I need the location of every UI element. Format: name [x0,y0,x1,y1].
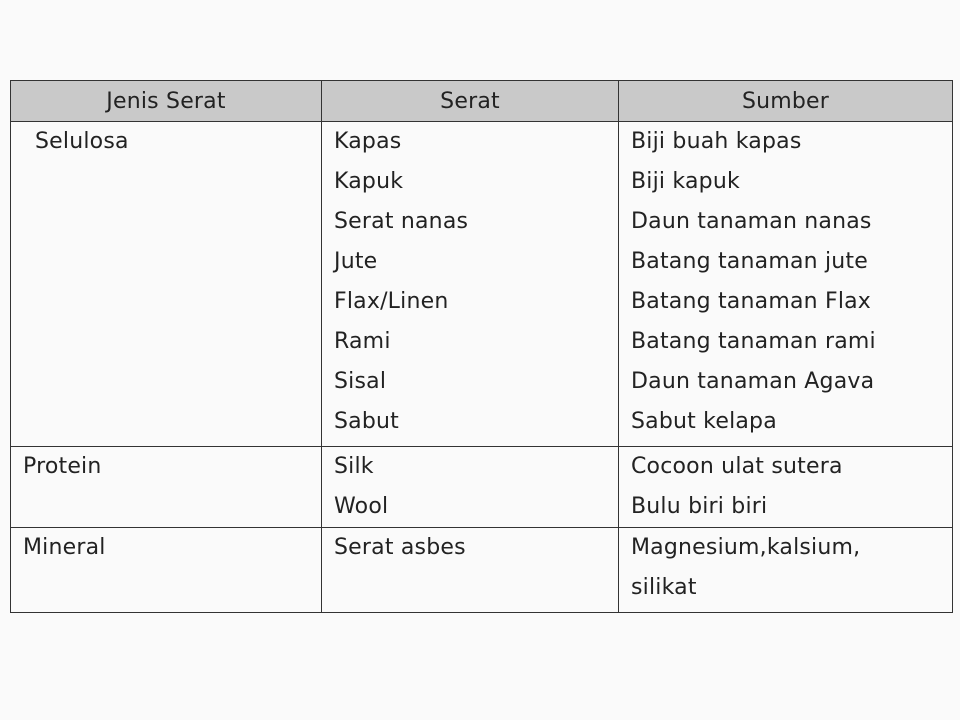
source-text: Biji kapuk [631,169,740,194]
fiber-name: Silk [334,454,374,479]
category-label: Selulosa [35,129,129,154]
fiber-name: Serat asbes [334,535,466,560]
fiber-name: Sisal [334,369,387,394]
category-label: Mineral [23,535,106,560]
header-sumber: Sumber [619,81,953,122]
fiber-name: Kapuk [334,169,404,194]
category-cell [11,447,322,528]
fiber-name: Flax/Linen [334,289,449,314]
header-serat: Serat [322,81,619,122]
source-text: Batang tanaman Flax [631,289,872,314]
source-text: Sabut kelapa [631,409,777,434]
fiber-name: Kapas [334,129,402,154]
source-text: Magnesium,kalsium, [631,535,861,560]
source-text: Daun tanaman nanas [631,209,872,234]
source-text: Batang tanaman jute [631,249,868,274]
fiber-name: Jute [334,249,378,274]
category-label: Protein [23,454,102,479]
header-row [11,81,953,122]
fiber-name: Sabut [334,409,399,434]
fiber-cell [322,447,619,528]
table-row [11,447,953,528]
source-text: Bulu biri biri [631,494,768,519]
source-cell [619,528,953,613]
table-row [11,528,953,613]
fiber-name: Serat nanas [334,209,469,234]
table-row [11,122,953,447]
fiber-cell [322,122,619,447]
fiber-table [10,80,953,613]
source-text: Cocoon ulat sutera [631,454,843,479]
source-text: Biji buah kapas [631,129,802,154]
source-text: Daun tanaman Agava [631,369,875,394]
source-cell [619,447,953,528]
source-text: Batang tanaman rami [631,329,876,354]
fiber-name: Wool [334,494,389,519]
fiber-cell [322,528,619,613]
category-cell [11,528,322,613]
category-cell [11,122,322,447]
header-jenis-serat: Jenis Serat [11,81,322,122]
fiber-name: Rami [334,329,391,354]
source-cell [619,122,953,447]
source-text: silikat [631,575,697,600]
